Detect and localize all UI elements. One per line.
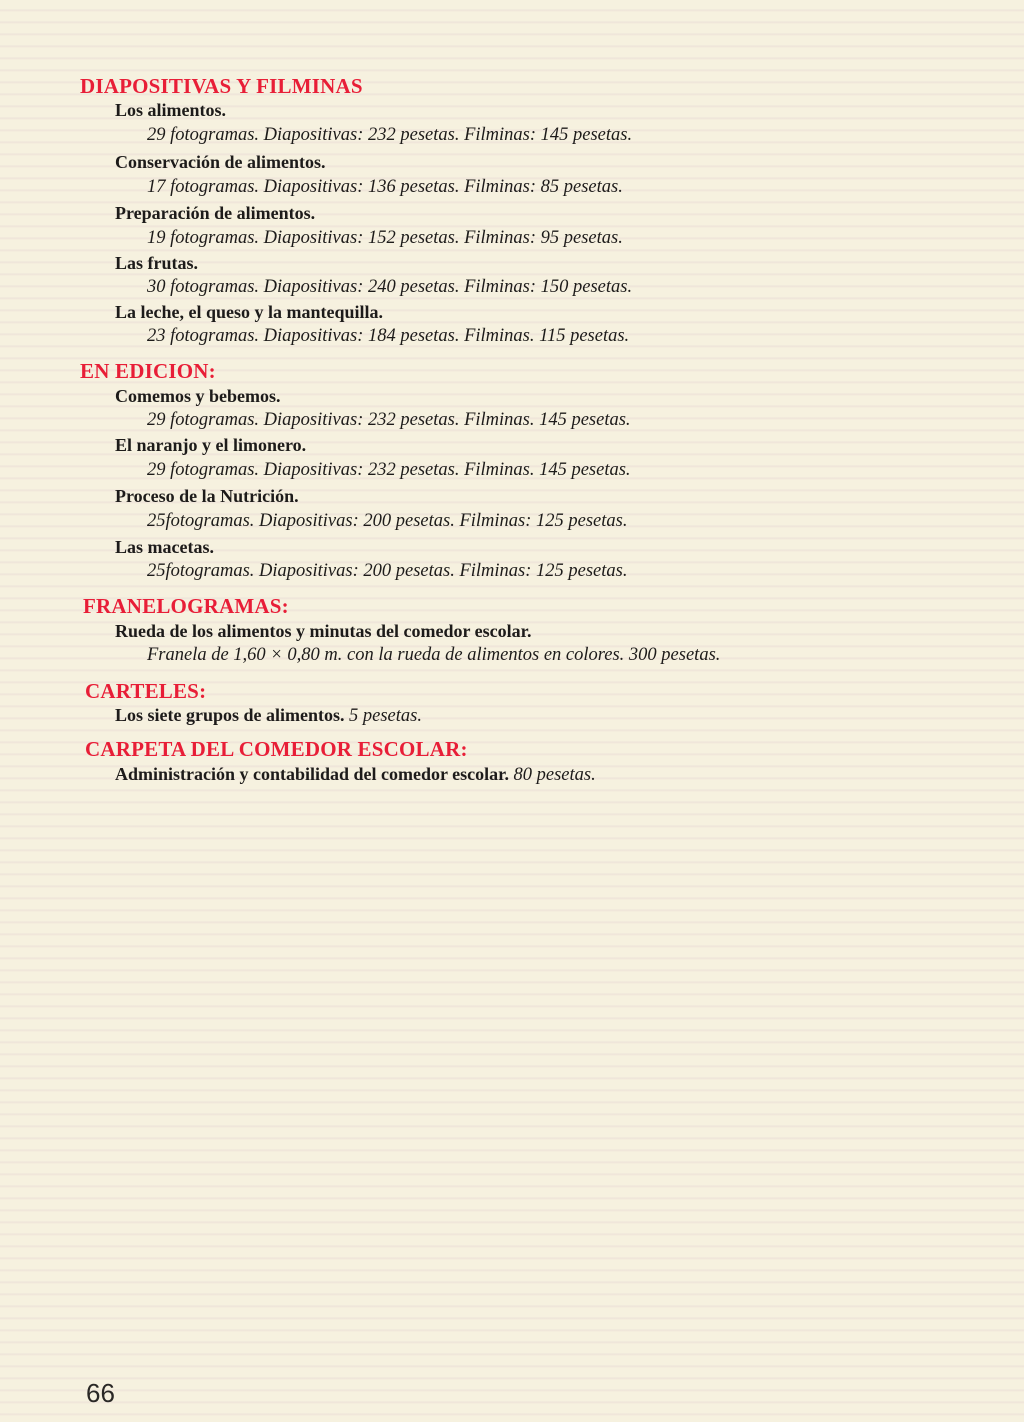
item-detail: 25fotogramas. Diapositivas: 200 pesetas. Filminas: 125 pesetas. bbox=[147, 511, 628, 531]
item-line bbox=[115, 705, 422, 727]
item-detail: Franela de 1,60 × 0,80 m. con la rueda de alimentos en colores. 300 pesetas. bbox=[147, 645, 721, 665]
item-line bbox=[115, 764, 596, 786]
item-title: El naranjo y el limonero. bbox=[115, 435, 307, 455]
item-detail: 23 fotogramas. Diapositivas: 184 pesetas. Filminas. 115 pesetas. bbox=[147, 326, 630, 346]
item-title: Las macetas. bbox=[115, 537, 214, 557]
item-price: 5 pesetas. bbox=[349, 706, 422, 726]
page-number: 66 bbox=[86, 1378, 115, 1408]
item-title: Conservación de alimentos. bbox=[115, 152, 326, 172]
item-detail: 29 fotogramas. Diapositivas: 232 pesetas. Filminas: 145 pesetas. bbox=[147, 125, 633, 145]
item-title: Administración y contabilidad del comedor escolar. bbox=[115, 764, 510, 784]
section-heading-franelogramas: FRANELOGRAMAS: bbox=[83, 594, 289, 618]
item-title: La leche, el queso y la mantequilla. bbox=[115, 302, 384, 322]
item-detail: 29 fotogramas. Diapositivas: 232 pesetas. Filminas. 145 pesetas. bbox=[147, 460, 631, 480]
item-detail: 29 fotogramas. Diapositivas: 232 pesetas. Filminas. 145 pesetas. bbox=[147, 410, 631, 430]
item-title: Las frutas. bbox=[115, 253, 199, 273]
section-heading-en-edicion: EN EDICION: bbox=[80, 359, 216, 383]
section-heading-carteles: CARTELES: bbox=[85, 679, 207, 703]
item-title: Comemos y bebemos. bbox=[115, 386, 281, 406]
item-title: Los siete grupos de alimentos. bbox=[115, 705, 345, 725]
item-title: Proceso de la Nutrición. bbox=[115, 486, 299, 506]
section-heading-carpeta: CARPETA DEL COMEDOR ESCOLAR: bbox=[85, 737, 468, 761]
item-title: Los alimentos. bbox=[115, 100, 227, 120]
item-detail: 19 fotogramas. Diapositivas: 152 pesetas. Filminas: 95 pesetas. bbox=[147, 228, 623, 248]
item-detail: 25fotogramas. Diapositivas: 200 pesetas. Filminas: 125 pesetas. bbox=[147, 561, 628, 581]
section-heading-diapositivas: DIAPOSITIVAS Y FILMINAS bbox=[80, 74, 363, 98]
item-title: Preparación de alimentos. bbox=[115, 203, 316, 223]
item-detail: 17 fotogramas. Diapositivas: 136 pesetas. Filminas: 85 pesetas. bbox=[147, 177, 623, 197]
item-price: 80 pesetas. bbox=[513, 765, 596, 785]
item-detail: 30 fotogramas. Diapositivas: 240 pesetas. Filminas: 150 pesetas. bbox=[147, 277, 633, 297]
item-title: Rueda de los alimentos y minutas del comedor escolar. bbox=[115, 621, 532, 641]
